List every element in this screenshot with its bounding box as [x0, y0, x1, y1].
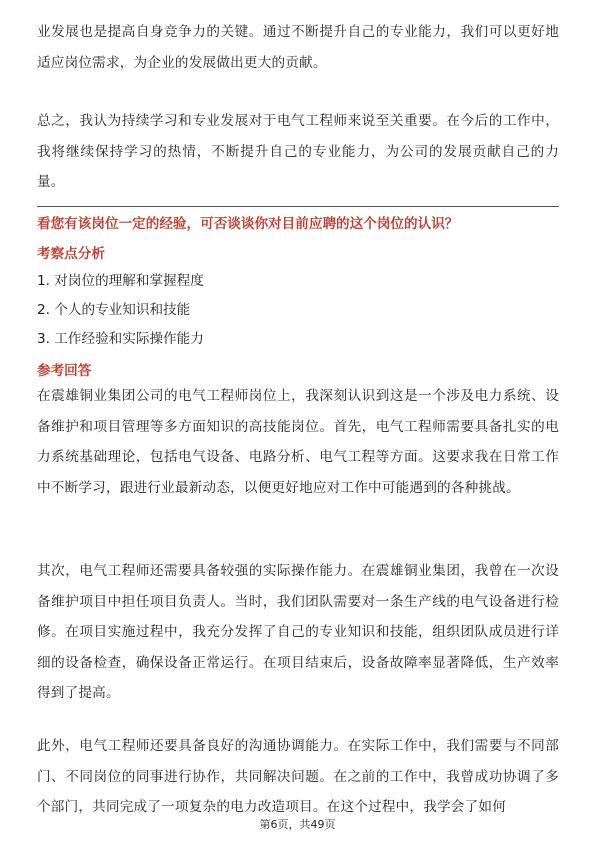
answer-heading: 参考回答: [37, 363, 92, 379]
page-number-footer: 第6页，共49页: [259, 818, 336, 831]
answer-paragraph: 此外，电气工程师还要具备良好的沟通协调能力。在实际工作中，我们需要与不同部门、不同岗位的同事进行协作，共同解决问题。在之前的工作中，我曾成功协调了多个部门，共同完成了一项复杂的电力改造项目。在这个过程中，我学会了如何: [37, 738, 559, 815]
paragraph-conclusion: 总之，我认为持续学习和专业发展对于电气工程师来说至关重要。在今后的工作中，我将继续保持学习的热情，不断提升自己的专业能力，为公司的发展贡献自己的力量。: [37, 113, 559, 190]
interview-question: 看您有该岗位一定的经验，可否谈谈你对目前应聘的这个岗位的认识？: [37, 216, 459, 232]
analysis-item: 1. 对岗位的理解和掌握程度: [37, 273, 204, 289]
analysis-item: 3. 工作经验和实际操作能力: [37, 331, 204, 347]
answer-paragraph: 在震雄铜业集团公司的电气工程师岗位上，我深刻认识到这是一个涉及电力系统、设备维护和项目管理等多方面知识的高技能岗位。首先，电气工程师需要具备扎实的电力系统基础理论，包括电气设备、电路分析、电气工程等方面。这要求我在日常工作中不断学习，跟进行业最新动态，以便更好地应对工作中可能遇到的各种挑战。: [37, 388, 559, 496]
analysis-heading: 考察点分析: [37, 246, 105, 262]
answer-paragraph: 其次，电气工程师还需要具备较强的实际操作能力。在震雄铜业集团，我曾在一次设备维护项目中担任项目负责人。当时，我们团队需要对一条生产线的电气设备进行检修。在项目实施过程中，我充分发挥了自己的专业知识和技能，组织团队成员进行详细的设备检查，确保设备正常运行。在项目结束后，设备故障率显著降低，生产效率得到了提高。: [37, 563, 559, 701]
section-divider: [37, 206, 559, 207]
analysis-item: 2. 个人的专业知识和技能: [37, 302, 191, 318]
paragraph-continuation: 业发展也是提高自身竞争力的关键。通过不断提升自己的专业能力，我们可以更好地适应岗位需求，为企业的发展做出更大的贡献。: [37, 24, 559, 71]
